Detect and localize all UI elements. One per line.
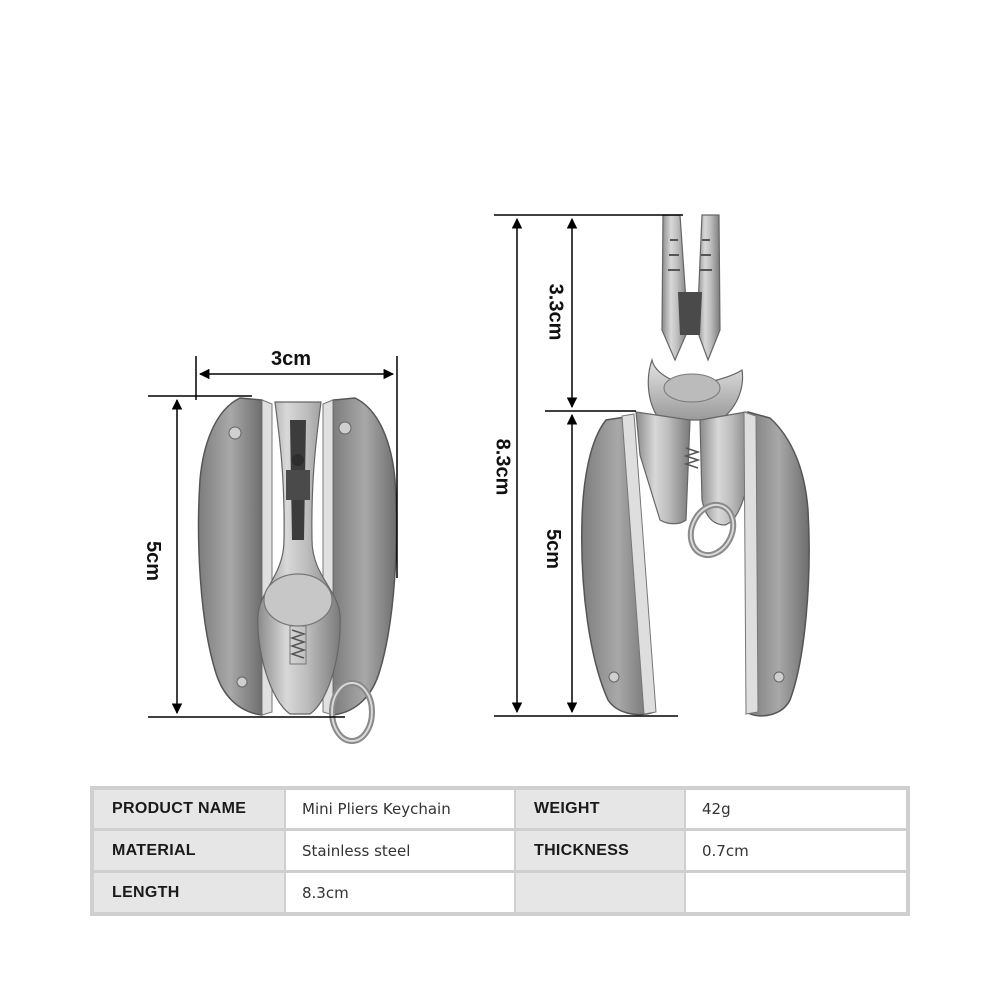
spec-key-material: MATERIAL (94, 831, 284, 870)
spec-value-product-name: Mini Pliers Keychain (286, 790, 514, 828)
spec-value-thickness: 0.7cm (686, 831, 906, 870)
spec-value-material: Stainless steel (286, 831, 514, 870)
folded-width-label: 3cm (271, 348, 312, 370)
open-handle-label: 5cm (542, 528, 565, 570)
folded-length-label: 5cm (142, 540, 165, 582)
folded-pliers (199, 398, 397, 741)
open-jaw-label: 3.3cm (544, 283, 567, 341)
spec-value-length: 8.3cm (286, 873, 514, 912)
spec-key-length: LENGTH (94, 873, 284, 912)
open-total-label: 8.3cm (491, 438, 514, 496)
spec-value-weight: 42g (686, 790, 906, 828)
spec-key-weight: WEIGHT (516, 790, 684, 828)
spec-table (90, 786, 910, 916)
spec-key-thickness: THICKNESS (516, 831, 684, 870)
spec-key-empty (516, 873, 684, 912)
spec-key-product-name: PRODUCT NAME (94, 790, 284, 828)
open-pliers (582, 215, 809, 716)
spec-value-empty (686, 873, 906, 912)
